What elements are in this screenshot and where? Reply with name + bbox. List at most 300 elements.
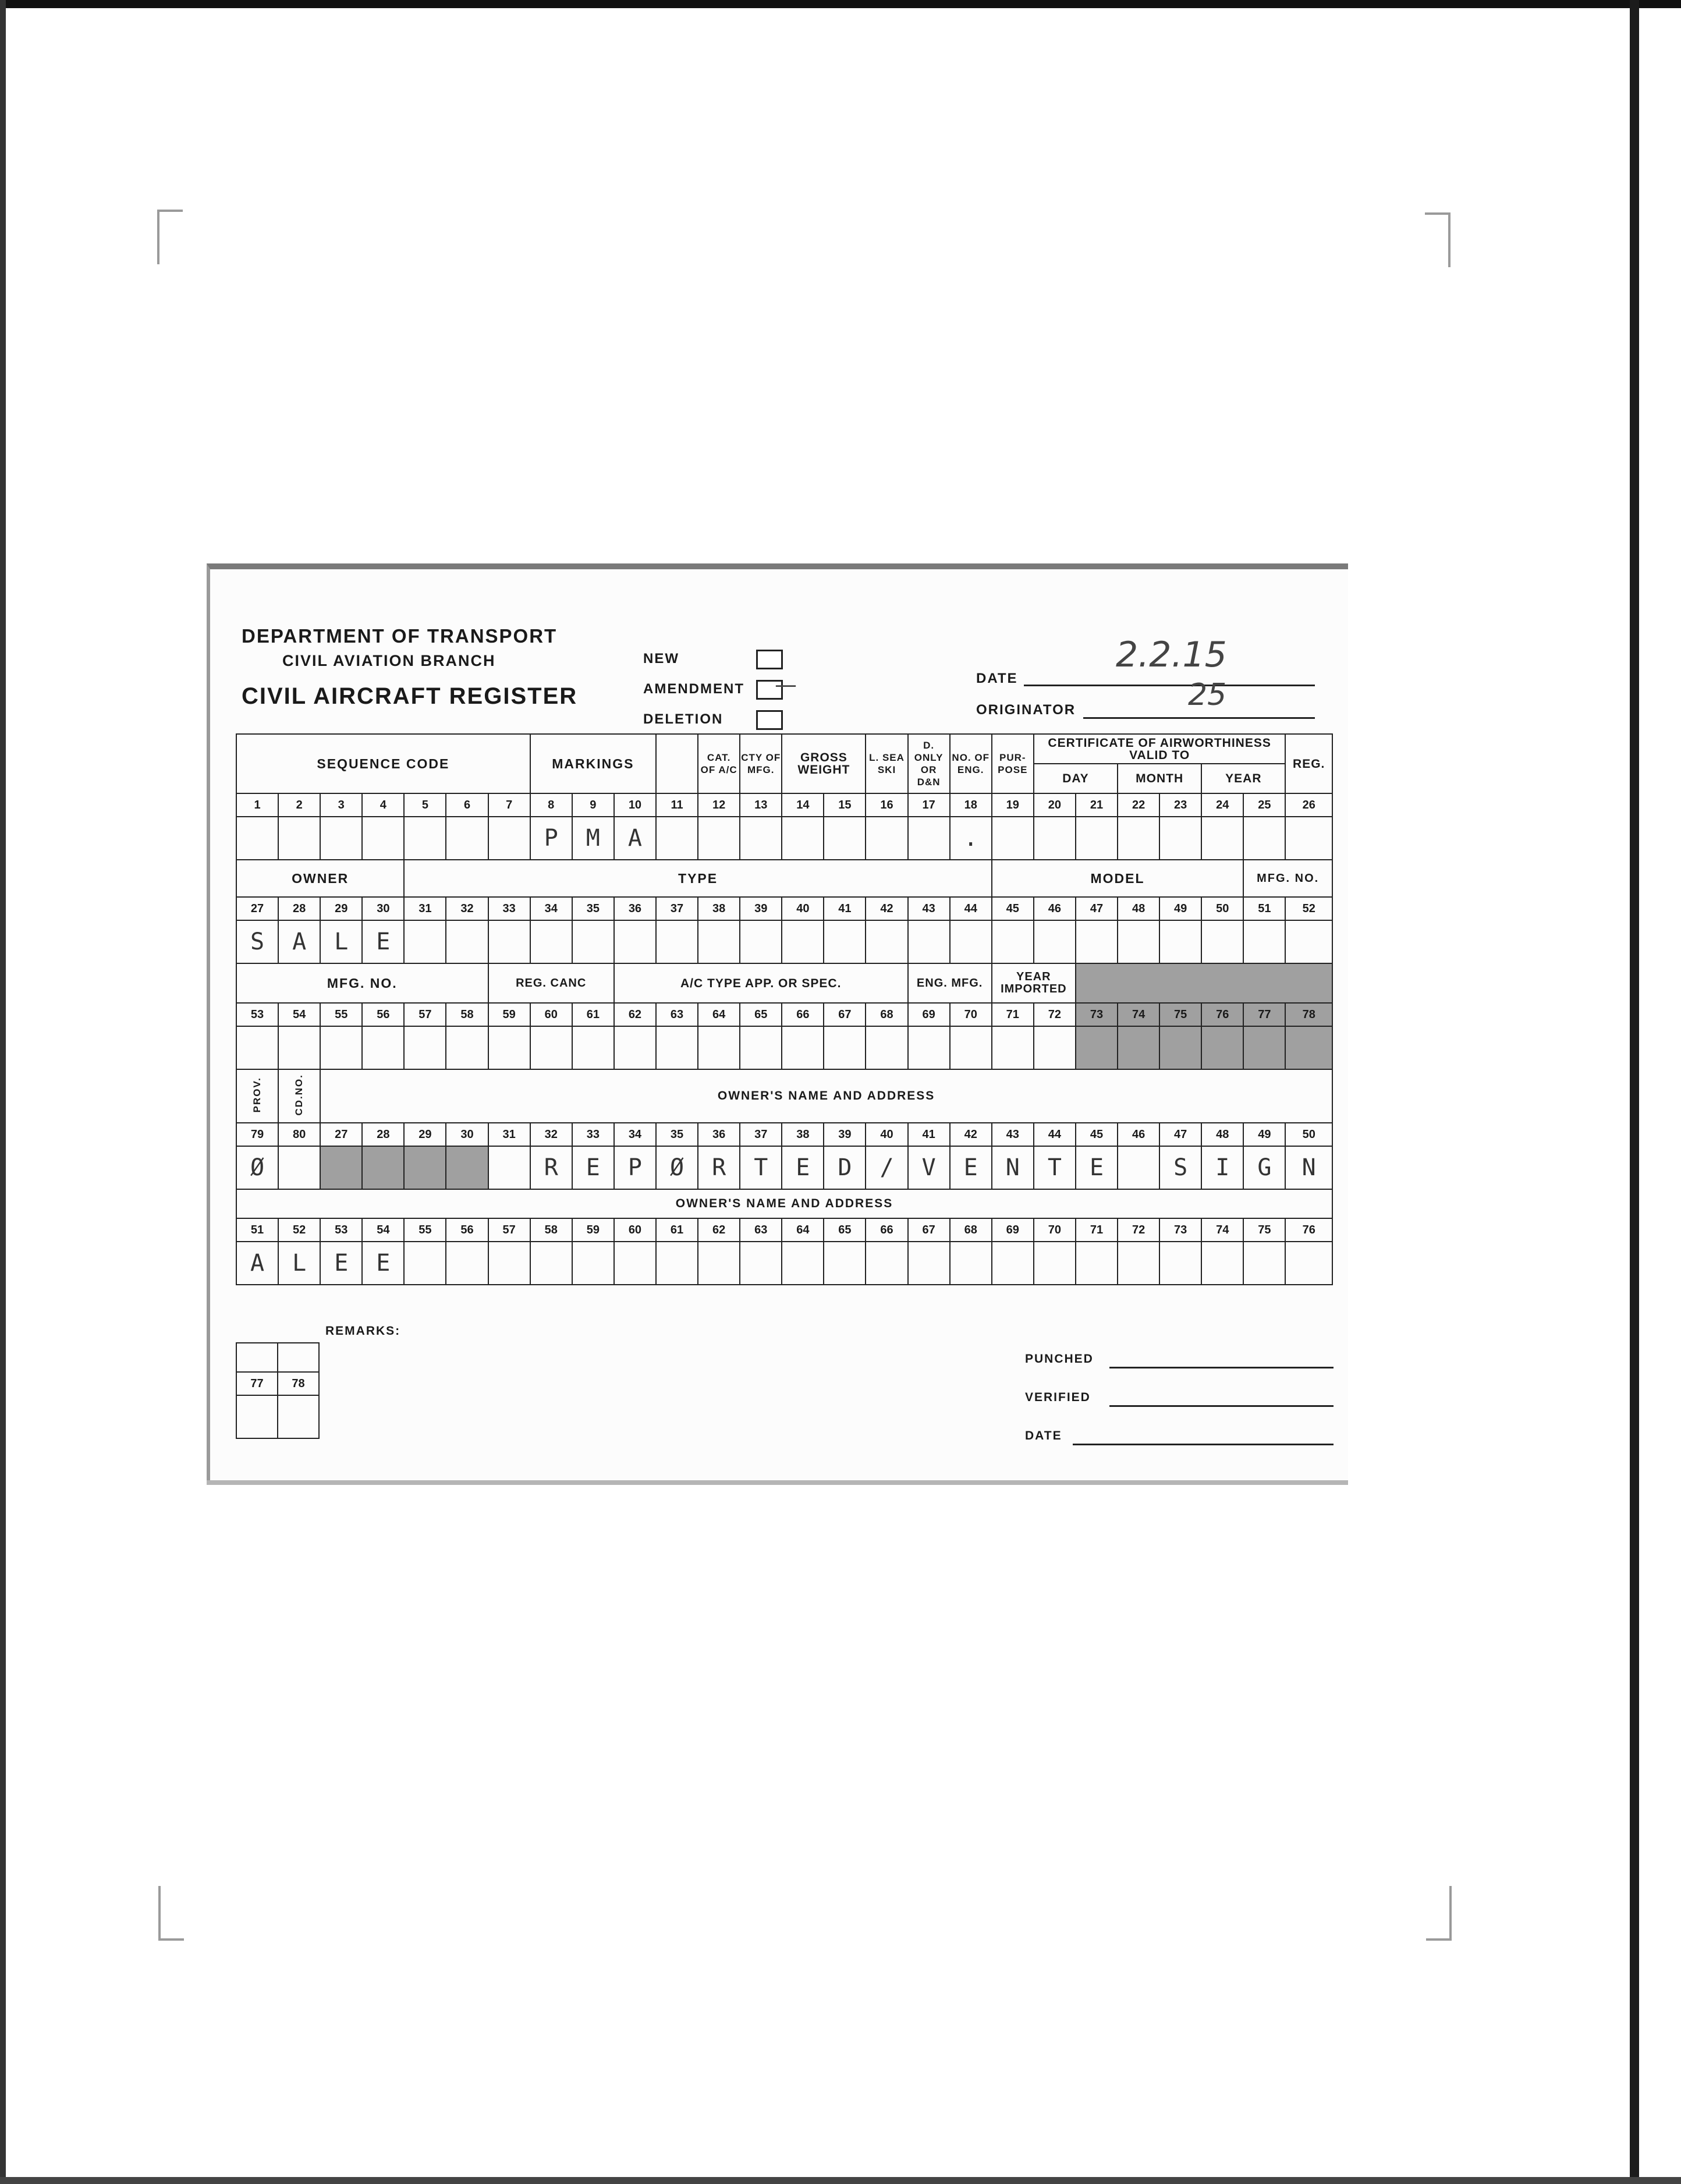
entry-cell[interactable] xyxy=(1159,1026,1201,1069)
entry-cell[interactable] xyxy=(530,1026,572,1069)
entry-cell[interactable] xyxy=(698,1242,740,1285)
new-checkbox[interactable] xyxy=(756,650,783,669)
column-number: 11 xyxy=(656,793,698,817)
model-header: MODEL xyxy=(992,860,1244,897)
column-number: 27 xyxy=(320,1123,362,1146)
entry-cell[interactable] xyxy=(488,1146,530,1189)
row2-values xyxy=(236,920,1332,963)
entry-cell[interactable]: / xyxy=(866,1146,907,1189)
column-number: 72 xyxy=(1034,1003,1076,1026)
column-number: 58 xyxy=(446,1003,488,1026)
entry-cell[interactable] xyxy=(908,1242,950,1285)
entry-cell[interactable] xyxy=(1034,920,1076,963)
entry-cell[interactable] xyxy=(698,1026,740,1069)
markings-spacer xyxy=(656,734,698,793)
column-number: 1 xyxy=(236,793,278,817)
amendment-mark: — xyxy=(775,672,797,697)
entry-cell[interactable] xyxy=(824,817,866,860)
column-number: 10 xyxy=(614,793,656,817)
entry-cell[interactable] xyxy=(1285,920,1332,963)
entry-cell[interactable] xyxy=(1201,1026,1243,1069)
actype-header: A/C TYPE APP. OR SPEC. xyxy=(614,963,908,1003)
remarks-label: REMARKS: xyxy=(325,1324,401,1338)
row4-values xyxy=(236,1146,1332,1189)
entry-cell[interactable] xyxy=(446,1242,488,1285)
entry-cell[interactable] xyxy=(1034,1242,1076,1285)
entry-cell[interactable]: N xyxy=(1285,1146,1332,1189)
entry-cell[interactable] xyxy=(446,1026,488,1069)
crop-mark-bottom-left xyxy=(158,1886,184,1941)
day-header: DAY xyxy=(1034,764,1118,793)
entry-cell[interactable] xyxy=(530,920,572,963)
entry-cell[interactable]: R xyxy=(530,1146,572,1189)
column-number: 35 xyxy=(656,1123,698,1146)
column-number: 19 xyxy=(992,793,1034,817)
entry-cell[interactable] xyxy=(1076,1026,1118,1069)
entry-cell[interactable] xyxy=(1159,817,1201,860)
entry-cell[interactable] xyxy=(1159,920,1201,963)
entry-cell[interactable] xyxy=(698,920,740,963)
column-number: 71 xyxy=(992,1003,1034,1026)
entry-cell[interactable]: R xyxy=(698,1146,740,1189)
column-number: 43 xyxy=(908,897,950,920)
date-label: DATE xyxy=(976,671,1018,686)
entry-cell[interactable] xyxy=(908,817,950,860)
entry-cell[interactable]: M xyxy=(572,817,614,860)
reg-header: REG. xyxy=(1285,734,1332,793)
entry-cell[interactable] xyxy=(1076,817,1118,860)
column-number: 66 xyxy=(866,1218,907,1242)
column-number: 78 xyxy=(1285,1003,1332,1026)
entry-cell[interactable]: E xyxy=(782,1146,824,1189)
column-number: 45 xyxy=(1076,1123,1118,1146)
verified-line[interactable] xyxy=(1109,1388,1334,1407)
entry-cell[interactable]: A xyxy=(614,817,656,860)
footer-date-line[interactable] xyxy=(1073,1426,1334,1445)
entry-cell[interactable] xyxy=(866,1242,907,1285)
column-number: 40 xyxy=(866,1123,907,1146)
entry-cell[interactable] xyxy=(1201,1242,1243,1285)
cat-header: CAT. OF A/C xyxy=(698,734,740,793)
entry-cell[interactable] xyxy=(1118,920,1159,963)
column-number: 69 xyxy=(908,1003,950,1026)
type-header: TYPE xyxy=(404,860,991,897)
entry-cell[interactable] xyxy=(656,920,698,963)
column-number: 30 xyxy=(446,1123,488,1146)
column-number: 41 xyxy=(824,897,866,920)
column-number: 62 xyxy=(614,1003,656,1026)
mfgno-header: MFG. NO. xyxy=(1243,860,1332,897)
entry-cell[interactable] xyxy=(1076,1242,1118,1285)
prov-header xyxy=(236,1069,278,1123)
entry-cell[interactable] xyxy=(446,1146,488,1189)
entry-cell[interactable] xyxy=(362,817,404,860)
entry-cell[interactable] xyxy=(1285,1026,1332,1069)
column-number: 76 xyxy=(1285,1218,1332,1242)
entry-cell[interactable]: E xyxy=(572,1146,614,1189)
entry-cell[interactable]: G xyxy=(1243,1146,1285,1189)
column-number: 68 xyxy=(950,1218,992,1242)
column-number: 52 xyxy=(1285,897,1332,920)
column-number: 74 xyxy=(1118,1003,1159,1026)
column-number: 48 xyxy=(1118,897,1159,920)
column-number: 75 xyxy=(1243,1218,1285,1242)
entry-cell[interactable] xyxy=(656,1026,698,1069)
column-number: 28 xyxy=(278,897,320,920)
entry-cell[interactable] xyxy=(782,1242,824,1285)
entry-cell[interactable]: S xyxy=(1159,1146,1201,1189)
entry-cell[interactable] xyxy=(824,1026,866,1069)
entry-cell[interactable] xyxy=(1118,1242,1159,1285)
column-number: 59 xyxy=(572,1218,614,1242)
entry-cell[interactable] xyxy=(1201,920,1243,963)
column-number: 75 xyxy=(1159,1003,1201,1026)
regcanc-header: REG. CANC xyxy=(488,963,614,1003)
column-number: 5 xyxy=(404,793,446,817)
entry-cell[interactable] xyxy=(1243,817,1285,860)
entry-cell[interactable] xyxy=(866,1026,907,1069)
entry-cell[interactable] xyxy=(488,920,530,963)
entry-cell[interactable]: I xyxy=(1201,1146,1243,1189)
row3-header xyxy=(236,963,1332,1003)
punched-line[interactable] xyxy=(1109,1349,1334,1368)
column-number: 24 xyxy=(1201,793,1243,817)
entry-cell[interactable] xyxy=(614,920,656,963)
scan-edge-top xyxy=(0,0,1681,8)
column-number: 70 xyxy=(1034,1218,1076,1242)
entry-cell[interactable]: T xyxy=(1034,1146,1076,1189)
entry-cell[interactable] xyxy=(320,817,362,860)
column-number: 65 xyxy=(824,1218,866,1242)
column-number: 39 xyxy=(740,897,782,920)
column-number: 70 xyxy=(950,1003,992,1026)
column-number: 50 xyxy=(1285,1123,1332,1146)
column-number: 62 xyxy=(698,1218,740,1242)
noeng-header: NO. OF ENG. xyxy=(950,734,992,793)
amendment-label: AMENDMENT xyxy=(643,681,744,697)
column-number: 56 xyxy=(362,1003,404,1026)
row3-shaded-header xyxy=(1076,963,1332,1003)
row5-numbers xyxy=(236,1218,1332,1242)
column-number: 52 xyxy=(278,1218,320,1242)
entry-cell[interactable] xyxy=(950,920,992,963)
column-number: 14 xyxy=(782,793,824,817)
column-number: 17 xyxy=(908,793,950,817)
entry-cell[interactable] xyxy=(1201,817,1243,860)
entry-cell[interactable] xyxy=(614,1242,656,1285)
mfgno2-header: MFG. NO. xyxy=(236,963,488,1003)
entry-cell[interactable]: P xyxy=(530,817,572,860)
entry-cell[interactable] xyxy=(404,817,446,860)
entry-cell[interactable] xyxy=(572,920,614,963)
entry-cell[interactable] xyxy=(404,1146,446,1189)
entry-cell[interactable] xyxy=(1118,817,1159,860)
entry-cell[interactable] xyxy=(530,1242,572,1285)
entry-cell[interactable] xyxy=(782,920,824,963)
row4-header xyxy=(236,1069,1332,1123)
entry-cell[interactable] xyxy=(488,1026,530,1069)
entry-cell[interactable] xyxy=(572,1026,614,1069)
column-number: 13 xyxy=(740,793,782,817)
form-title: CIVIL AIRCRAFT REGISTER xyxy=(242,683,578,709)
entry-cell[interactable] xyxy=(1285,1242,1332,1285)
scan-edge-bottom xyxy=(0,2177,1681,2184)
entry-cell[interactable] xyxy=(404,1242,446,1285)
entry-cell[interactable] xyxy=(992,1026,1034,1069)
entry-cell[interactable]: T xyxy=(740,1146,782,1189)
crop-mark-top-left xyxy=(157,210,183,264)
entry-cell[interactable] xyxy=(992,1242,1034,1285)
column-number: 42 xyxy=(950,1123,992,1146)
entry-cell[interactable] xyxy=(740,1242,782,1285)
entry-cell[interactable] xyxy=(446,817,488,860)
entry-cell[interactable] xyxy=(992,920,1034,963)
entry-cell[interactable] xyxy=(1243,920,1285,963)
column-number: 47 xyxy=(1076,897,1118,920)
entry-cell[interactable]: . xyxy=(950,817,992,860)
entry-cell[interactable]: Ø xyxy=(656,1146,698,1189)
column-number: 63 xyxy=(656,1003,698,1026)
entry-cell[interactable] xyxy=(656,817,698,860)
entry-cell[interactable] xyxy=(782,1026,824,1069)
column-number: 44 xyxy=(1034,1123,1076,1146)
entry-cell[interactable]: D xyxy=(824,1146,866,1189)
entry-cell[interactable] xyxy=(1243,1026,1285,1069)
deletion-label: DELETION xyxy=(643,711,724,727)
entry-cell[interactable] xyxy=(278,817,320,860)
entry-cell[interactable] xyxy=(362,1146,404,1189)
entry-cell[interactable] xyxy=(866,817,907,860)
column-number: 64 xyxy=(698,1003,740,1026)
column-number: 25 xyxy=(1243,793,1285,817)
originator-label: ORIGINATOR xyxy=(976,702,1076,718)
prov-label: PROV. xyxy=(251,1076,263,1113)
column-number: 41 xyxy=(908,1123,950,1146)
column-number: 79 xyxy=(236,1123,278,1146)
column-number: 53 xyxy=(236,1003,278,1026)
entry-cell[interactable] xyxy=(1034,817,1076,860)
cty-header: CTY OF MFG. xyxy=(740,734,782,793)
column-number: 38 xyxy=(782,1123,824,1146)
column-number: 58 xyxy=(530,1218,572,1242)
entry-cell[interactable] xyxy=(488,817,530,860)
entry-cell[interactable] xyxy=(1034,1026,1076,1069)
entry-cell[interactable]: L xyxy=(278,1242,320,1285)
entry-cell[interactable] xyxy=(236,1026,278,1069)
cdno-header xyxy=(278,1069,320,1123)
owner-name-header-2: OWNER'S NAME AND ADDRESS xyxy=(236,1189,1332,1218)
remarks-values xyxy=(236,1395,319,1438)
month-header: MONTH xyxy=(1118,764,1201,793)
entry-cell[interactable]: E xyxy=(1076,1146,1118,1189)
entry-cell[interactable] xyxy=(782,817,824,860)
remarks-cell-78[interactable] xyxy=(278,1395,319,1438)
column-number: 9 xyxy=(572,793,614,817)
column-number: 38 xyxy=(698,897,740,920)
column-number: 29 xyxy=(320,897,362,920)
column-number: 61 xyxy=(572,1003,614,1026)
entry-cell[interactable]: L xyxy=(320,920,362,963)
column-number: 74 xyxy=(1201,1218,1243,1242)
column-number: 54 xyxy=(278,1003,320,1026)
remarks-cell-77[interactable] xyxy=(236,1395,278,1438)
entry-cell[interactable] xyxy=(278,1146,320,1189)
column-number: 53 xyxy=(320,1218,362,1242)
date-handwritten: 2.2.15 xyxy=(1116,634,1227,675)
entry-cell[interactable] xyxy=(1285,817,1332,860)
column-number: 76 xyxy=(1201,1003,1243,1026)
column-number: 45 xyxy=(992,897,1034,920)
entry-cell[interactable] xyxy=(404,1026,446,1069)
column-number: 4 xyxy=(362,793,404,817)
column-number: 64 xyxy=(782,1218,824,1242)
column-number: 47 xyxy=(1159,1123,1201,1146)
column-number: 42 xyxy=(866,897,907,920)
column-number: 29 xyxy=(404,1123,446,1146)
column-number: 32 xyxy=(530,1123,572,1146)
column-number: 36 xyxy=(614,897,656,920)
column-number: 71 xyxy=(1076,1218,1118,1242)
entry-cell[interactable] xyxy=(404,920,446,963)
column-number: 33 xyxy=(572,1123,614,1146)
new-label: NEW xyxy=(643,651,679,666)
row1-numbers xyxy=(236,793,1332,817)
entry-cell[interactable] xyxy=(740,920,782,963)
entry-cell[interactable] xyxy=(1076,920,1118,963)
column-number: 26 xyxy=(1285,793,1332,817)
column-number: 59 xyxy=(488,1003,530,1026)
verified-label: VERIFIED xyxy=(1025,1391,1091,1404)
entry-cell[interactable] xyxy=(362,1026,404,1069)
register-grid xyxy=(236,733,1333,1285)
entry-cell[interactable]: N xyxy=(992,1146,1034,1189)
entry-cell[interactable] xyxy=(320,1146,362,1189)
column-number: 65 xyxy=(740,1003,782,1026)
column-number: 37 xyxy=(740,1123,782,1146)
row2-header xyxy=(236,860,1332,897)
column-number: 57 xyxy=(488,1218,530,1242)
row5-header xyxy=(236,1189,1332,1218)
remarks-spacer-row xyxy=(236,1343,319,1372)
column-number: 44 xyxy=(950,897,992,920)
scan-edge-right xyxy=(1630,0,1639,2184)
entry-cell[interactable] xyxy=(236,817,278,860)
entry-cell[interactable] xyxy=(614,1026,656,1069)
column-number: 46 xyxy=(1118,1123,1159,1146)
column-number: 72 xyxy=(1118,1218,1159,1242)
entry-cell[interactable]: P xyxy=(614,1146,656,1189)
entry-cell[interactable] xyxy=(992,817,1034,860)
column-number: 12 xyxy=(698,793,740,817)
column-number: 21 xyxy=(1076,793,1118,817)
column-number: 73 xyxy=(1159,1218,1201,1242)
entry-cell[interactable] xyxy=(1243,1242,1285,1285)
row1-header xyxy=(236,734,1332,764)
column-number: 67 xyxy=(908,1218,950,1242)
column-number: 73 xyxy=(1076,1003,1118,1026)
entry-cell[interactable] xyxy=(572,1242,614,1285)
deletion-checkbox[interactable] xyxy=(756,710,783,730)
entry-cell[interactable] xyxy=(950,1026,992,1069)
column-number: 55 xyxy=(320,1003,362,1026)
column-number: 8 xyxy=(530,793,572,817)
column-number: 60 xyxy=(530,1003,572,1026)
column-number: 49 xyxy=(1243,1123,1285,1146)
entry-cell[interactable] xyxy=(656,1242,698,1285)
column-number: 34 xyxy=(614,1123,656,1146)
column-number: 18 xyxy=(950,793,992,817)
dept-heading: DEPARTMENT OF TRANSPORT xyxy=(242,625,558,647)
footer-date-label: DATE xyxy=(1025,1429,1062,1442)
sequence-code-header: SEQUENCE CODE xyxy=(236,734,530,793)
column-number: 23 xyxy=(1159,793,1201,817)
originator-handwritten: 25 xyxy=(1188,678,1227,712)
column-number: 46 xyxy=(1034,897,1076,920)
column-number: 31 xyxy=(404,897,446,920)
entry-cell[interactable] xyxy=(866,920,907,963)
entry-cell[interactable] xyxy=(824,1242,866,1285)
entry-cell[interactable] xyxy=(908,1026,950,1069)
remarks-spacer-b xyxy=(278,1343,319,1372)
entry-cell[interactable]: E xyxy=(362,1242,404,1285)
entry-cell[interactable] xyxy=(950,1242,992,1285)
entry-cell[interactable]: Ø xyxy=(236,1146,278,1189)
cert-header: CERTIFICATE OF AIRWORTHINESS VALID TO xyxy=(1034,734,1286,764)
row2-numbers xyxy=(236,897,1332,920)
entry-cell[interactable] xyxy=(740,1026,782,1069)
entry-cell[interactable]: A xyxy=(236,1242,278,1285)
entry-cell[interactable] xyxy=(698,817,740,860)
purpose-header: PUR- POSE xyxy=(992,734,1034,793)
row3-values xyxy=(236,1026,1332,1069)
column-number: 35 xyxy=(572,897,614,920)
column-number: 16 xyxy=(866,793,907,817)
entry-cell[interactable] xyxy=(824,920,866,963)
column-number: 51 xyxy=(1243,897,1285,920)
engmfg-header: ENG. MFG. xyxy=(908,963,992,1003)
column-number: 2 xyxy=(278,793,320,817)
entry-cell[interactable]: E xyxy=(950,1146,992,1189)
remarks-spacer-a xyxy=(236,1343,278,1372)
entry-cell[interactable]: A xyxy=(278,920,320,963)
column-number: 54 xyxy=(362,1218,404,1242)
entry-cell[interactable]: E xyxy=(320,1242,362,1285)
entry-cell[interactable] xyxy=(278,1026,320,1069)
entry-cell[interactable] xyxy=(908,920,950,963)
column-number: 67 xyxy=(824,1003,866,1026)
column-number: 39 xyxy=(824,1123,866,1146)
row1-values xyxy=(236,817,1332,860)
entry-cell[interactable]: E xyxy=(362,920,404,963)
entry-cell[interactable]: S xyxy=(236,920,278,963)
entry-cell[interactable] xyxy=(1118,1146,1159,1189)
column-number: 80 xyxy=(278,1123,320,1146)
column-number: 63 xyxy=(740,1218,782,1242)
cdno-label: CD.NO. xyxy=(293,1073,305,1116)
entry-cell[interactable] xyxy=(1118,1026,1159,1069)
entry-cell[interactable] xyxy=(488,1242,530,1285)
year-imported-header: YEAR IMPORTED xyxy=(992,963,1076,1003)
entry-cell[interactable] xyxy=(446,920,488,963)
entry-cell[interactable] xyxy=(1159,1242,1201,1285)
entry-cell[interactable] xyxy=(740,817,782,860)
entry-cell[interactable]: V xyxy=(908,1146,950,1189)
column-number: 28 xyxy=(362,1123,404,1146)
column-number: 7 xyxy=(488,793,530,817)
lsea-header: L. SEA SKI xyxy=(866,734,907,793)
column-number: 66 xyxy=(782,1003,824,1026)
entry-cell[interactable] xyxy=(320,1026,362,1069)
